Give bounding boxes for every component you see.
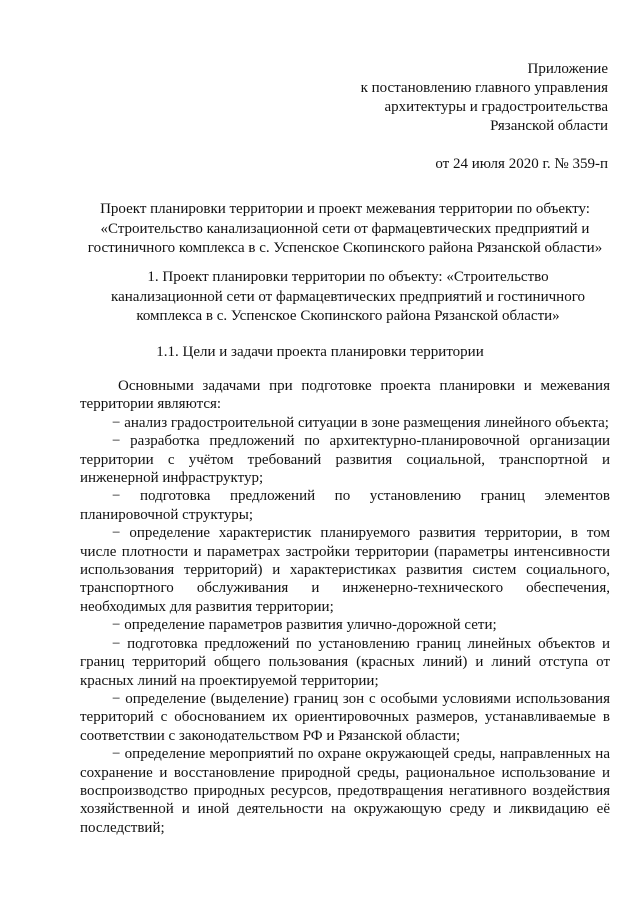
list-item: − анализ градостроительной ситуации в зоне размещения линейного объекта; [112, 414, 609, 431]
section-title: 1. Проект планировки территории по объекту: «Строительство канализационной сети от фармацевтических предприятий и гостиничного комплекса в с. Успенское Скопинского района Рязанской области» [111, 269, 585, 324]
list-item: − определение (выделение) границ зон с особыми условиями использования территорий с обоснованием их ориентировочных размеров, устанавливаемые в соответствии с законодательством РФ и Рязанской области; [80, 690, 610, 744]
list-item: − определение мероприятий по охране окружающей среды, направленных на сохранение и восстановление природной среды, рациональное использование и воспроизводство природных ресурсов, предотвращения негативного воздействия хозяйственной и иной деятельности на окружающую среду и ликвидацию её последствий; [80, 746, 610, 836]
document-body [80, 377, 610, 837]
subsection-title: 1.1. Цели и задачи проекта планировки территории [156, 344, 484, 360]
list-item: − определение характеристик планируемого развития территории, в том числе плотности и параметрах застройки территории (параметры интенсивности использования территорий) и характеристиках развития систем социального, транспортного обслуживания и инженерно-технического обеспечения, необходимых для развития территории; [80, 525, 610, 615]
list-item: − подготовка предложений по установлению границ элементов планировочной структуры; [80, 488, 610, 523]
decree-date: от 24 июля 2020 г. № 359-п [435, 156, 608, 172]
list-item: − определение параметров развития улично-дорожной сети; [112, 617, 497, 634]
appendix-line: Приложение [527, 61, 608, 77]
list-item: − разработка предложений по архитектурно-планировочной организации территории с учётом требований развития социальной, транспортной и инженерной инфраструктур; [80, 433, 610, 487]
project-title: Проект планировки территории и проект межевания территории по объекту: «Строительство канализационной сети от фармацевтических предприятий и гостиничного комплекса в с. Успенское Скопинского района Рязанской области» [87, 201, 603, 256]
list-item: − подготовка предложений по установлению границ линейных объектов и границ территорий общего пользования (красных линий) и линий отступа от красных линий на проектируемой территории; [80, 635, 610, 689]
appendix-header [288, 60, 608, 174]
appendix-line: архитектуры и градостроительства [384, 99, 608, 115]
intro-paragraph: Основными задачами при подготовке проекта планировки и межевания территории являются: [80, 378, 610, 413]
appendix-line: Рязанской области [490, 118, 608, 134]
appendix-line: к постановлению главного управления [360, 80, 608, 96]
